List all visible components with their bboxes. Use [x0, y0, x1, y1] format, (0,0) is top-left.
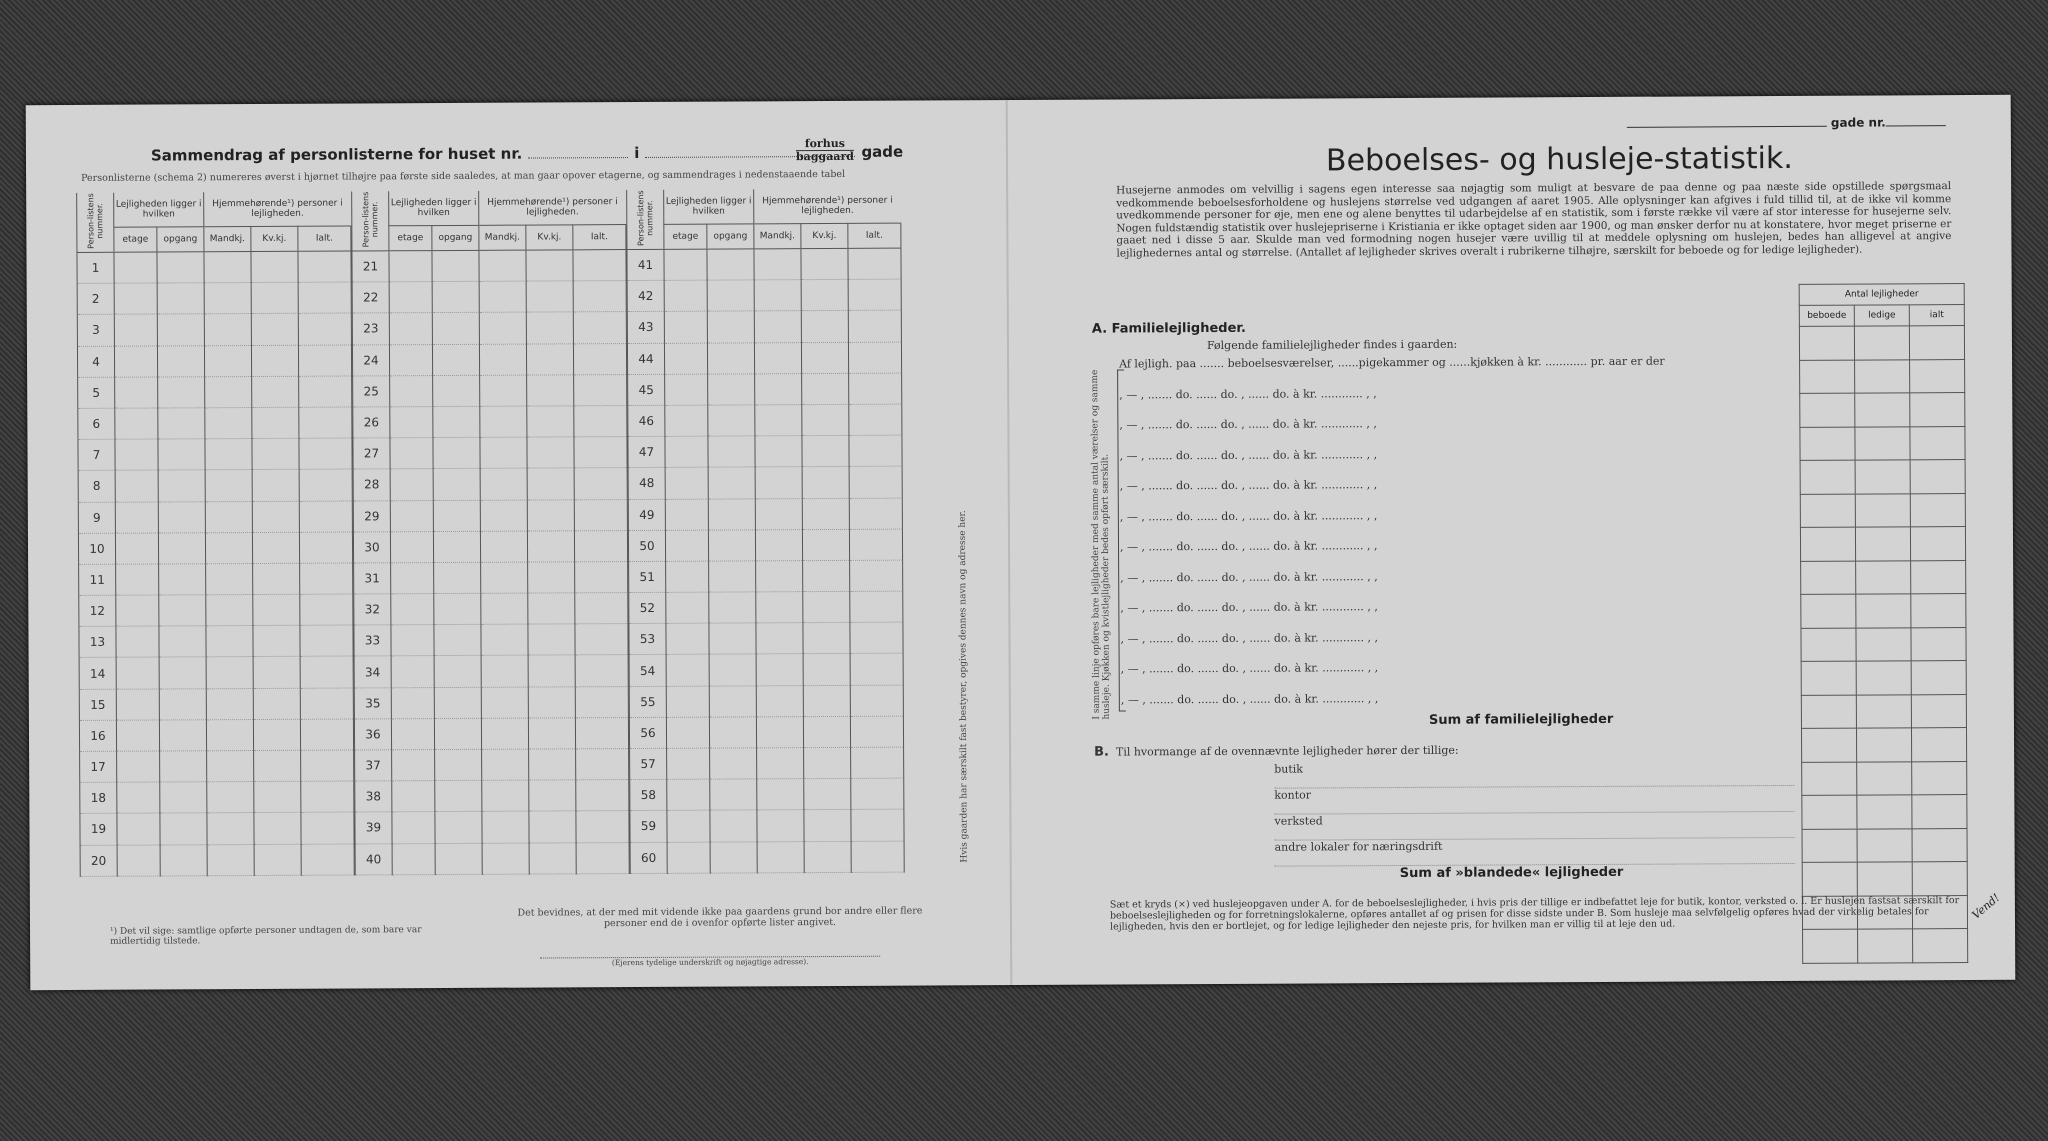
- table-row: [629, 716, 903, 749]
- table-row: [629, 560, 903, 593]
- table-row: [628, 466, 902, 499]
- row-number: 57: [630, 748, 667, 779]
- table-row: [629, 622, 903, 655]
- row-number: 11: [79, 564, 116, 595]
- apartment-row: , — , ....... do. ...... do. , ...... do. à kr. ............ , ,: [1119, 447, 1378, 462]
- row-number: 59: [630, 811, 667, 842]
- row-number: 13: [79, 626, 116, 657]
- row-number: 31: [354, 563, 391, 594]
- sum-mixed: Sum af »blandede« lejligheder: [1399, 864, 1624, 882]
- section-a-title: A. Familielejligheder.: [1091, 320, 1246, 337]
- table-row: [352, 250, 626, 283]
- antal-b: beboede: [1799, 305, 1854, 326]
- row-number: 52: [629, 592, 666, 623]
- table-row: [630, 841, 904, 874]
- table-row: [354, 686, 628, 719]
- col-ialt: Ialt.: [573, 225, 626, 250]
- row-number: 40: [355, 843, 392, 874]
- table-row: [630, 809, 904, 842]
- register-table: [76, 191, 355, 876]
- table-row: [355, 842, 629, 875]
- row-number: 6: [78, 408, 115, 439]
- row-number: 35: [354, 687, 391, 718]
- b-rows: [1274, 760, 1795, 867]
- signature-line: (Ejerens tydelige underskrift og nøjagtige adresse).: [540, 956, 880, 968]
- row-number: 29: [353, 500, 390, 531]
- table-row: [80, 750, 354, 783]
- row-number: 22: [352, 282, 389, 313]
- apartment-row: , — , ....... do. ...... do. , ...... do. à kr. ............ , ,: [1120, 600, 1378, 615]
- row-number: 24: [352, 344, 389, 375]
- col-mand: Mandkj.: [754, 224, 801, 249]
- register-table: [351, 190, 630, 875]
- row-number: 7: [78, 439, 115, 470]
- row-number: 20: [80, 845, 117, 876]
- table-row: [353, 374, 627, 407]
- row-number: 3: [77, 315, 114, 346]
- row-number: 48: [628, 468, 665, 499]
- table-row: [627, 310, 901, 343]
- section-b: B. Til hvormange af de ovennævnte lejligheder hører der tillige:: [1094, 743, 1459, 760]
- row-number: 25: [353, 376, 390, 407]
- right-page: [1006, 95, 2016, 985]
- col-hjem-label: Hjemmehørende¹) personer i lejligheden.: [479, 190, 626, 225]
- table-row: [78, 407, 352, 440]
- row-number: 17: [80, 751, 117, 782]
- bottom-instructions: Sæt et kryds (×) ved huslejeopgaven under A. for de beboelseslejligheder, i hvis pris der tillige er indbefattet leje for butik, kontor, verksted o. l. Er huslejen fastsat særskilt for beboelseslejligheden og for forretningslokalerne, opføres antallet af og prisen for disse sidste under B. Som husleje maa selvfølgelig opføres hvad der virkelig betales for lejligheden, hvis den er bortlejet, og for ledige lejligheder den nejeste pris, for hvilken man er villig til at leje den ud.: [1109, 895, 1960, 933]
- table-row: [353, 468, 627, 501]
- table-row: [629, 654, 903, 687]
- row-number: 46: [628, 405, 665, 436]
- antal-table: [1799, 283, 1969, 963]
- row-number: 34: [354, 656, 391, 687]
- table-row: [627, 248, 901, 281]
- attestation: Det bevidnes, at der med mit vidende ikke paa gaardens grund bor andre eller flere personer end de i ovenfor opførte lister angivet.: [517, 905, 923, 930]
- b-row: verksted: [1274, 812, 1794, 841]
- table-row: [354, 624, 628, 657]
- table-row: [77, 251, 351, 284]
- summary-header: Sammendrag af personlisterne for huset nr. i gade: [150, 142, 904, 165]
- row-number: 36: [354, 719, 391, 750]
- col-lej-label: Lejligheden ligger i hvilken: [114, 192, 204, 227]
- row-number: 10: [78, 533, 115, 564]
- col-kv: Kv.kj.: [251, 226, 298, 251]
- row-number: 2: [77, 283, 114, 314]
- table-row: [628, 529, 902, 562]
- forhus-baggaard: forhus baggaard: [795, 136, 854, 164]
- apartment-rows: [1119, 354, 1665, 723]
- table-row: [80, 844, 354, 877]
- table-row: [80, 781, 354, 814]
- apartment-row: , — , ....... do. ...... do. , ...... do. à kr. ............ , ,: [1120, 569, 1378, 584]
- row-number: 15: [79, 689, 116, 720]
- row-number: 60: [630, 842, 667, 873]
- row-number: 28: [353, 469, 390, 500]
- table-row: [79, 594, 353, 627]
- row-number: 38: [355, 781, 392, 812]
- row-number: 53: [629, 624, 666, 655]
- antal-l: ledige: [1854, 305, 1909, 326]
- apartment-row: , — , ....... do. ...... do. , ...... do. à kr. ............ , ,: [1120, 661, 1379, 676]
- row-number: 8: [78, 471, 115, 502]
- row-number: 30: [353, 531, 390, 562]
- col-kv: Kv.kj.: [801, 223, 848, 248]
- row-number: 47: [628, 436, 665, 467]
- side-note: Hvis gaarden har særskilt fast bestyrer, opgives dennes navn og adresse her.: [957, 510, 970, 863]
- col-opgang: opgang: [707, 224, 754, 249]
- row-number: 44: [627, 343, 664, 374]
- table-row: [355, 749, 629, 782]
- table-row: [352, 281, 626, 314]
- col-hjem-label: Hjemmehørende¹) personer i lejligheden.: [204, 192, 351, 227]
- table-row: [77, 345, 351, 378]
- table-row: [353, 530, 627, 563]
- table-row: [78, 469, 352, 502]
- table-row: [79, 625, 353, 658]
- table-row: [79, 719, 353, 752]
- row-number: 37: [355, 750, 392, 781]
- vertical-note: I samme linje opføres bare lejligheder med samme antal værelser og samme husleje. Kjøkken og kvistlejligheder bedes opført særskilt.: [1090, 369, 1112, 720]
- table-row: [352, 343, 626, 376]
- apartment-row: , — , ....... do. ...... do. , ...... do. à kr. ............ , ,: [1120, 630, 1379, 645]
- antal-i: ialt: [1909, 305, 1964, 326]
- col-etage: etage: [664, 224, 707, 249]
- row-number: 55: [629, 686, 666, 717]
- row-number: 33: [354, 625, 391, 656]
- row-number: 41: [627, 249, 664, 280]
- table-row: [79, 656, 353, 689]
- table-row: [79, 688, 353, 721]
- row-number: 54: [629, 655, 666, 686]
- table-row: [355, 811, 629, 844]
- col-lej-label: Lejligheden ligger i hvilken: [389, 191, 479, 226]
- row-number: 9: [78, 502, 115, 533]
- table-row: [630, 778, 904, 811]
- row-number: 19: [80, 814, 117, 845]
- table-row: [77, 282, 351, 315]
- table-row: [354, 593, 628, 626]
- col-lej-label: Lejligheden ligger i hvilken: [664, 189, 754, 224]
- page-title: Beboelses- og husleje-statistik.: [1325, 140, 1793, 179]
- col-etage: etage: [389, 226, 432, 251]
- table-row: [78, 532, 352, 565]
- col-mand: Mandkj.: [204, 227, 251, 252]
- intro-paragraph: Husejerne anmodes om velvillig i sagens egen interesse saa nøjagtig som muligt at besvare de paa denne og paa næste side opstillede spørgsmaal vedkommende beboelsesforholdene og huslejens størrelse ved udgangen af aaret 1905. Alle oplysninger kan afgives i fuld tillid til, at de ikke vil komme uvedkommende personer for øje, men ene og alene benyttes til udarbejdelse af en statistik, som i første række vil være af stor interesse for husejerne selv. Nogen fuldstændig statistik over huslejepriserne i Kristiania er ikke optaget siden aar 1900, og man ønsker derfor nu at konstatere, hvor meget priserne er gaaet ned i disse 5 aar. Skulde man ved formodning nogen husejer være uvillig til at meddele oplysning om huslejen, bedes han alligevel at angive lejlighedernes antal og størrelse. (Antallet af lejligheder skrives overalt i rubrikerne tilhøjre, særskilt for beboede og for ledige lejligheder).: [1116, 180, 1952, 259]
- antal-title: Antal lejligheder: [1799, 284, 1964, 306]
- row-number: 12: [79, 595, 116, 626]
- row-number: 45: [628, 374, 665, 405]
- table-row: [353, 405, 627, 438]
- table-row: [80, 812, 354, 845]
- apartment-row: , — , ....... do. ...... do. , ...... do. à kr. ............ , ,: [1119, 478, 1378, 493]
- table-row: [79, 563, 353, 596]
- table-row: [629, 685, 903, 718]
- table-row: [354, 655, 628, 688]
- table-row: [630, 747, 904, 780]
- gade-nr: gade nr.: [1627, 115, 1946, 131]
- row-number: 49: [628, 499, 665, 530]
- table-row: [628, 498, 902, 531]
- b-row: andre lokaler for næringsdrift: [1275, 838, 1795, 867]
- row-number: 1: [77, 252, 114, 283]
- b-row: kontor: [1274, 786, 1794, 815]
- row-number: 4: [77, 346, 114, 377]
- col-opgang: opgang: [432, 225, 479, 250]
- apartment-row: Af lejligh. paa ....... beboelsesværelser, ......pigekammer og ......kjøkken à kr. ............ pr. aar er der: [1119, 354, 1665, 371]
- register-table: [626, 189, 905, 874]
- apartment-row: , — , ....... do. ...... do. , ...... do. à kr. ............ , ,: [1119, 386, 1377, 401]
- table-row: [627, 342, 901, 375]
- apartment-row: , — , ....... do. ...... do. , ...... do. à kr. ............ , ,: [1119, 417, 1377, 432]
- table-row: [629, 591, 903, 624]
- table-row: [352, 312, 626, 345]
- section-a-sub: Følgende familielejligheder findes i gaarden:: [1206, 337, 1458, 353]
- vend-note: Vend!: [1969, 891, 2003, 922]
- row-number: 14: [79, 658, 116, 689]
- table-row: [77, 313, 351, 346]
- form-sheet: [26, 95, 2016, 990]
- col-num-label: Person-listens nummer.: [86, 192, 105, 249]
- col-num-label: Person-listens nummer.: [361, 191, 380, 248]
- row-number: 23: [352, 313, 389, 344]
- col-mand: Mandkj.: [479, 225, 526, 250]
- table-row: [628, 373, 902, 406]
- col-hjem-label: Hjemmehørende¹) personer i lejligheden.: [754, 189, 901, 224]
- row-number: 50: [628, 530, 665, 561]
- table-row: [353, 437, 627, 470]
- apartment-row: , — , ....... do. ...... do. , ...... do. à kr. ............ , ,: [1119, 508, 1378, 523]
- table-row: [354, 717, 628, 750]
- table-row: [628, 404, 902, 437]
- col-opgang: opgang: [157, 227, 204, 252]
- row-number: 56: [629, 717, 666, 748]
- footnote: ¹) Det vil sige: samtlige opførte personer undtagen de, som bare var midlertidig tilstede.: [109, 925, 422, 947]
- row-number: 42: [627, 281, 664, 312]
- table-row: [353, 499, 627, 532]
- table-row: [354, 561, 628, 594]
- row-number: 26: [353, 407, 390, 438]
- table-row: [78, 438, 352, 471]
- col-kv: Kv.kj.: [526, 225, 573, 250]
- row-number: 27: [353, 438, 390, 469]
- table-row: [78, 500, 352, 533]
- table-row: [628, 435, 902, 468]
- row-number: 32: [354, 594, 391, 625]
- table-row: [78, 376, 352, 409]
- col-etage: etage: [114, 227, 157, 252]
- row-number: 58: [630, 780, 667, 811]
- col-num-label: Person-listens nummer.: [636, 190, 655, 246]
- row-number: 5: [78, 377, 115, 408]
- sum-family: Sum af familielejligheder: [1428, 711, 1614, 728]
- table-row: [627, 279, 901, 312]
- table-row: [355, 780, 629, 813]
- row-number: 21: [352, 251, 389, 282]
- row-number: 18: [80, 782, 117, 813]
- col-ialt: Ialt.: [298, 226, 351, 251]
- left-page: [26, 100, 1011, 990]
- row-number: 39: [355, 812, 392, 843]
- b-row: butik: [1274, 760, 1794, 789]
- row-number: 16: [79, 720, 116, 751]
- apartment-row: , — , ....... do. ...... do. , ...... do. à kr. ............ , ,: [1120, 691, 1379, 706]
- instruction-note: Personlisterne (schema 2) numereres øverst i hjørnet tilhøjre paa første side saaledes, at man gaar opover etagerne, og sammendrages i nedenstaaende tabel: [81, 168, 846, 184]
- row-number: 51: [629, 561, 666, 592]
- col-ialt: Ialt.: [848, 223, 901, 248]
- apartment-row: , — , ....... do. ...... do. , ...... do. à kr. ............ , ,: [1119, 539, 1378, 554]
- row-number: 43: [627, 312, 664, 343]
